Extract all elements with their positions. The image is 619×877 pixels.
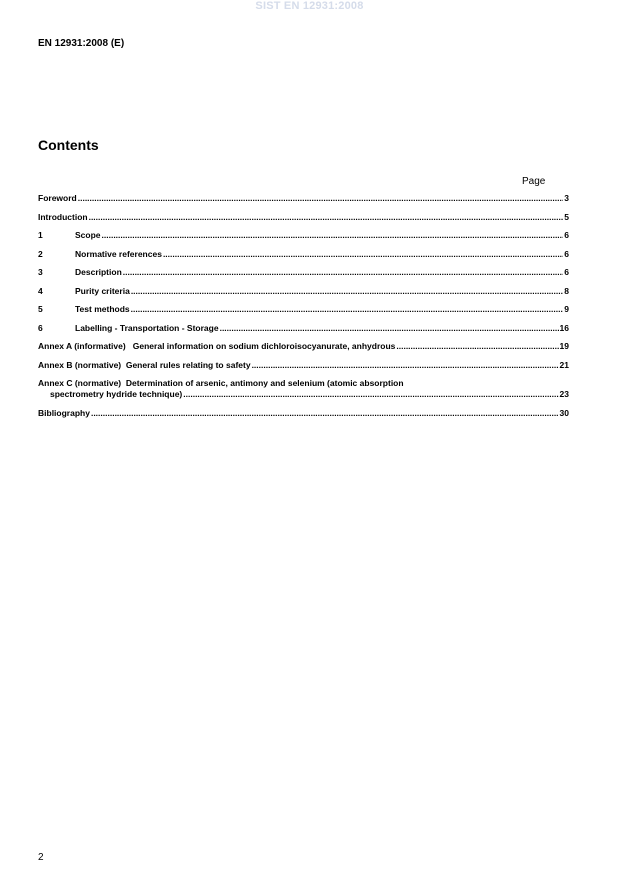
toc-entry-page: 8 [564,285,569,296]
toc-entry-page: 5 [564,211,569,222]
toc-entry-title: Annex C (normative) Determination of arsenic, antimony and selenium (atomic absorption [38,378,404,388]
contents-title: Contents [38,137,99,153]
toc-entry-number: 6 [38,322,43,333]
toc-entry-page: 21 [559,359,569,370]
toc-entry-introduction[interactable] [38,212,569,223]
toc-entry-title: Description [75,267,122,277]
toc-entry-description[interactable] [38,267,569,278]
toc-entry-normative-references[interactable] [38,249,569,260]
toc-entry-page: 6 [564,267,569,277]
toc-entry-scope[interactable] [38,230,569,241]
toc-entry-page: 3 [564,193,569,203]
toc-entry-page: 23 [559,389,569,399]
toc-entry-title: Annex A (informative) General information on sodium dichloroisocyanurate, anhydrous [38,341,396,351]
toc-entry-title: Bibliography [38,407,90,418]
toc-entry-page: 6 [564,248,569,259]
toc-entry-page: 16 [559,322,569,333]
toc-entry-number: 2 [38,248,43,259]
toc-entry-number: 1 [38,230,43,240]
toc-leader-dots [89,212,564,223]
table-of-contents [38,193,569,419]
toc-entry-title: Foreword [38,193,77,203]
toc-entry-foreword[interactable] [38,193,569,204]
toc-entry-title: Normative references [75,248,162,259]
toc-entry-title: Introduction [38,211,88,222]
toc-entry-annex-c[interactable] [38,378,569,400]
toc-leader-dots [183,389,558,400]
toc-entry-title: Labelling - Transportation - Storage [75,322,219,333]
toc-leader-dots [102,230,564,241]
toc-entry-title: Scope [75,230,101,240]
toc-entry-title: Annex B (normative) General rules relating to safety [38,359,251,370]
toc-entry-page: 19 [559,341,569,351]
watermark: SIST EN 12931:2008 [255,0,364,12]
toc-entry-number: 3 [38,267,43,277]
toc-entry-number: 5 [38,304,43,314]
toc-entry-page: 6 [564,230,569,240]
toc-entry-annex-b[interactable] [38,360,569,371]
toc-entry-annex-a[interactable] [38,341,569,352]
toc-entry-title: Purity criteria [75,285,130,296]
toc-leader-dots [396,341,558,352]
toc-leader-dots [123,267,564,278]
toc-entry-page: 30 [559,407,569,418]
toc-leader-dots [78,193,564,204]
toc-entry-page: 9 [564,304,569,314]
document-id-header: EN 12931:2008 (E) [38,38,125,49]
toc-leader-dots [131,304,564,315]
toc-entry-bibliography[interactable] [38,408,569,419]
toc-leader-dots [131,286,563,297]
toc-entry-title-continuation: spectrometry hydride technique) [50,389,183,399]
toc-leader-dots [220,323,559,334]
toc-entry-test-methods[interactable] [38,304,569,315]
toc-entry-labelling[interactable] [38,323,569,334]
toc-leader-dots [163,249,563,260]
page-column-label: Page [522,176,546,187]
toc-leader-dots [91,408,559,419]
page-number: 2 [38,852,44,863]
toc-entry-purity-criteria[interactable] [38,286,569,297]
toc-leader-dots [252,360,559,371]
toc-entry-number: 4 [38,285,43,296]
toc-entry-title: Test methods [75,304,130,314]
